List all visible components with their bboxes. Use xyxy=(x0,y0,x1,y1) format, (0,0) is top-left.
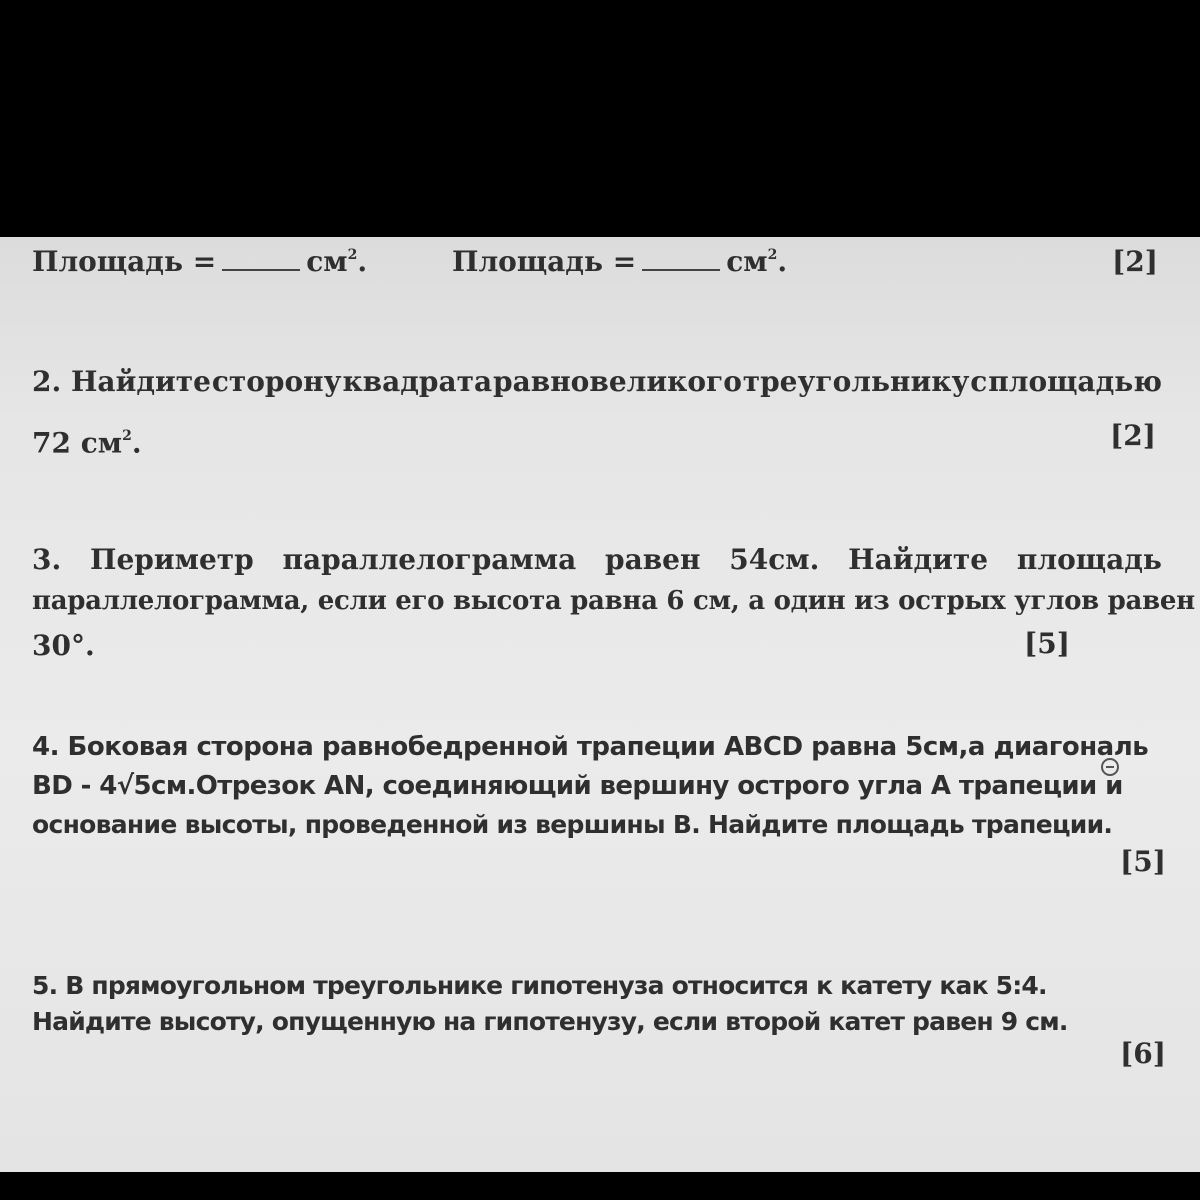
worksheet-page xyxy=(0,237,1200,1172)
q4-line-3: основание высоты, проведенной из вершины В. Найдите площадь трапеции. xyxy=(32,810,1113,839)
area-unit-2-sup: 2 xyxy=(767,246,778,263)
area-unit-1: см xyxy=(306,245,348,278)
points-q3: [5] xyxy=(1024,627,1070,660)
q2-word: квадрата xyxy=(342,365,493,398)
area-period-2: . xyxy=(777,245,788,278)
q2-word: площадью xyxy=(988,365,1162,398)
q3-word: равен xyxy=(605,543,701,576)
answer-blank-1 xyxy=(222,245,300,271)
area-label-1: Площадь = xyxy=(32,245,217,278)
q2-word: сторону xyxy=(211,365,342,398)
q3-word: 3. xyxy=(32,543,62,576)
q2-line-1 xyxy=(32,365,1162,399)
q3-line-1 xyxy=(32,543,1162,577)
q2-area-value: 72 см xyxy=(32,426,123,460)
area-answer-2 xyxy=(452,245,787,278)
q3-line-3: 30°. xyxy=(32,629,95,662)
area-unit-2: см xyxy=(726,245,768,278)
q2-word: равновеликого xyxy=(493,365,742,398)
q3-word: параллелограмма xyxy=(282,543,577,576)
q2-area-sup: 2 xyxy=(122,428,132,444)
q3-word: Периметр xyxy=(90,543,254,576)
area-label-2: Площадь = xyxy=(452,245,637,278)
area-answer-1 xyxy=(32,245,367,278)
q4-line-1: 4. Боковая сторона равнобедренной трапеции ABCD равна 5см,а диагональ xyxy=(32,732,1149,762)
q3-word: 54см. xyxy=(729,543,820,576)
q4-line-2: BD - 4√5см.Отрезок AN, соединяющий вершину острого угла А трапеции и xyxy=(32,771,1123,801)
q5-line-2: Найдите высоту, опущенную на гипотенузу, если второй катет равен 9 см. xyxy=(32,1007,1068,1036)
minus-circle-icon xyxy=(1101,758,1119,776)
points-q2: [2] xyxy=(1110,419,1156,452)
points-q4: [5] xyxy=(1120,845,1166,878)
points-q5: [6] xyxy=(1120,1037,1166,1070)
q2-period: . xyxy=(131,426,142,460)
q3-line-2: параллелограмма, если его высота равна 6 см, а один из острых углов равен xyxy=(32,586,1195,616)
q2-word: 2. Найдите xyxy=(32,365,211,398)
area-unit-1-sup: 2 xyxy=(347,246,358,263)
q2-word: с xyxy=(970,365,988,398)
q2-line-2 xyxy=(32,421,1162,460)
q3-word: площадь xyxy=(1016,543,1162,576)
answer-blank-2 xyxy=(642,245,720,271)
q5-line-1: 5. В прямоугольном треугольнике гипотенуза относится к катету как 5:4. xyxy=(32,971,1047,1000)
points-top: [2] xyxy=(1112,245,1158,278)
q2-word: треугольнику xyxy=(742,365,970,398)
area-period-1: . xyxy=(357,245,368,278)
q3-word: Найдите xyxy=(848,543,989,576)
